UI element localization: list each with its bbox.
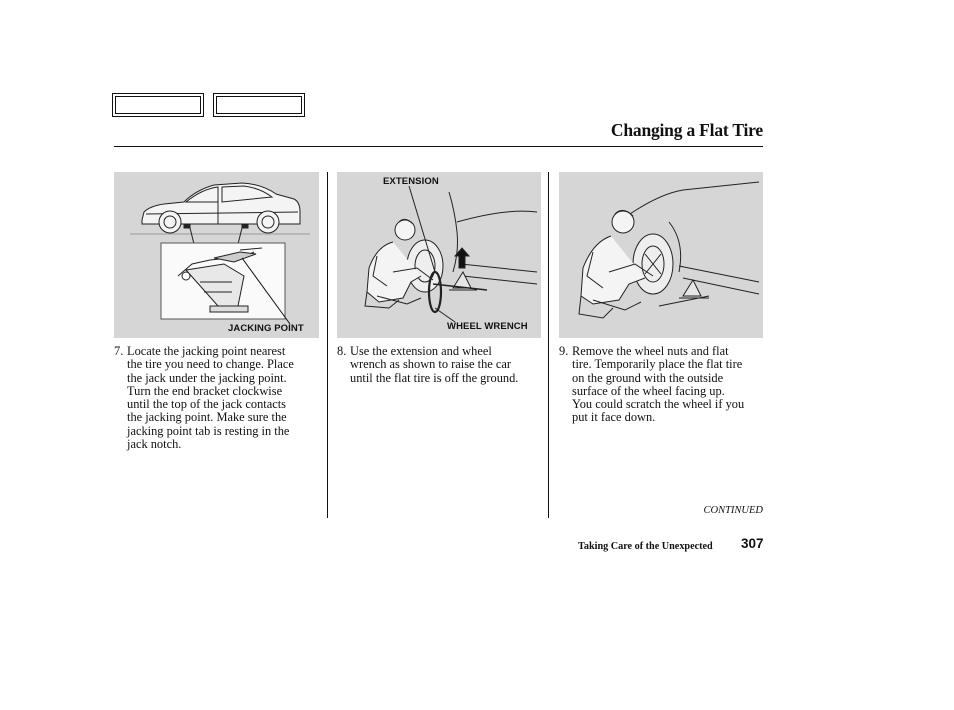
- step-number: 7.: [114, 344, 124, 358]
- step-line: the tire you need to change. Place: [127, 357, 294, 372]
- step-line: surface of the wheel facing up.: [572, 383, 725, 398]
- step-line: Turn the end bracket clockwise: [127, 383, 283, 398]
- figure-jacking-point: [114, 172, 319, 338]
- wrench-illustration: [337, 172, 541, 338]
- column-divider-right: [548, 172, 549, 518]
- continued-label: CONTINUED: [703, 505, 763, 516]
- callout-extension: EXTENSION: [383, 176, 439, 187]
- step-line: the jacking point. Make sure the: [127, 410, 287, 425]
- step-line: Remove the wheel nuts and flat: [572, 344, 729, 358]
- footer-section-name: Taking Care of the Unexpected: [578, 541, 713, 552]
- nav-box-table-of-contents[interactable]: [213, 93, 305, 117]
- step-line: You could scratch the wheel if you: [572, 397, 745, 412]
- step-line: on the ground with the outside: [572, 370, 724, 385]
- page-number: 307: [741, 536, 764, 551]
- column-divider-left: [327, 172, 328, 518]
- remove-wheel-illustration: [559, 172, 763, 338]
- figure-raise-car: [337, 172, 541, 338]
- step-line: put it face down.: [572, 410, 656, 425]
- step-number: 8.: [337, 344, 347, 358]
- step-line: until the flat tire is off the ground.: [350, 370, 519, 385]
- step-line: jack notch.: [127, 437, 182, 452]
- page-title: Changing a Flat Tire: [610, 120, 763, 140]
- step-text: [127, 345, 294, 451]
- callout-wheel-wrench: WHEEL WRENCH: [447, 321, 528, 332]
- step-line: the jack under the jacking point.: [127, 370, 287, 385]
- step-line: wrench as shown to raise the car: [350, 357, 512, 372]
- step-line: jacking point tab is resting in the: [127, 423, 290, 438]
- car-jack-illustration: [114, 172, 319, 338]
- callout-jacking-point: JACKING POINT: [228, 323, 304, 334]
- step-number: 9.: [559, 344, 569, 358]
- step-line: until the top of the jack contacts: [127, 397, 286, 412]
- step-text: [572, 345, 744, 425]
- figure-remove-wheel: [559, 172, 763, 338]
- nav-box-main-menu[interactable]: [112, 93, 204, 117]
- title-divider: [114, 146, 763, 147]
- step-text: [350, 345, 518, 385]
- step-line: tire. Temporarily place the flat tire: [572, 357, 743, 372]
- step-line: Use the extension and wheel: [350, 344, 492, 358]
- step-line: Locate the jacking point nearest: [127, 344, 286, 358]
